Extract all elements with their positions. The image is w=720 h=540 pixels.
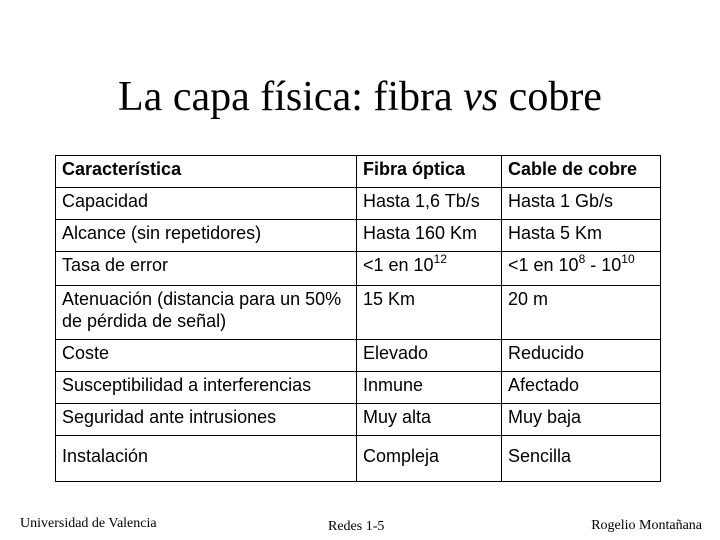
copper-value: Reducido	[502, 340, 661, 372]
copper-error-base: <1 en 10	[508, 255, 579, 275]
fiber-value: Hasta 160 Km	[357, 220, 502, 252]
copper-error-exp-high: 10	[621, 252, 635, 266]
row-label: Seguridad ante intrusiones	[56, 404, 357, 436]
table-row	[56, 372, 661, 404]
table-row	[56, 188, 661, 220]
table-header-row	[56, 156, 661, 188]
fiber-value	[357, 252, 502, 286]
fiber-value: Muy alta	[357, 404, 502, 436]
header-characteristic: Característica	[56, 156, 357, 188]
fiber-error-base: <1 en 10	[363, 255, 434, 275]
copper-value: Hasta 5 Km	[502, 220, 661, 252]
fiber-value: Elevado	[357, 340, 502, 372]
copper-error-exp-low: 8	[578, 252, 586, 266]
copper-value: Sencilla	[502, 436, 661, 482]
copper-value	[502, 252, 661, 286]
copper-value: 20 m	[502, 286, 661, 340]
footer-slide-number: Redes 1-5	[328, 519, 385, 534]
row-label: Susceptibilidad a interferencias	[56, 372, 357, 404]
row-label: Coste	[56, 340, 357, 372]
row-label: Atenuación (distancia para un 50% de pérdida de señal)	[56, 286, 357, 340]
table-row	[56, 220, 661, 252]
fiber-value: Compleja	[357, 436, 502, 482]
copper-value: Afectado	[502, 372, 661, 404]
copper-value: Hasta 1 Gb/s	[502, 188, 661, 220]
footer-institution: Universidad de Valencia	[20, 516, 157, 531]
table-row	[56, 340, 661, 372]
title-text-2: cobre	[498, 74, 602, 120]
table-row	[56, 436, 661, 482]
header-fiber: Fibra óptica	[357, 156, 502, 188]
fiber-value: Hasta 1,6 Tb/s	[357, 188, 502, 220]
row-label: Alcance (sin repetidores)	[56, 220, 357, 252]
title-text-italic: vs	[463, 74, 499, 120]
fiber-error-exponent: 12	[433, 252, 447, 266]
row-label: Capacidad	[56, 188, 357, 220]
header-copper: Cable de cobre	[502, 156, 661, 188]
copper-value: Muy baja	[502, 404, 661, 436]
footer-author: Rogelio Montañana	[591, 518, 702, 533]
copper-error-range: - 10	[585, 255, 622, 275]
table-row	[56, 286, 661, 340]
table-row	[56, 252, 661, 286]
row-label: Instalación	[56, 436, 357, 482]
title-text-1: La capa física: fibra	[118, 74, 464, 120]
fiber-value: Inmune	[357, 372, 502, 404]
slide-title	[0, 72, 720, 122]
table-row	[56, 404, 661, 436]
row-label: Tasa de error	[56, 252, 357, 286]
comparison-table	[55, 155, 661, 482]
fiber-value: 15 Km	[357, 286, 502, 340]
